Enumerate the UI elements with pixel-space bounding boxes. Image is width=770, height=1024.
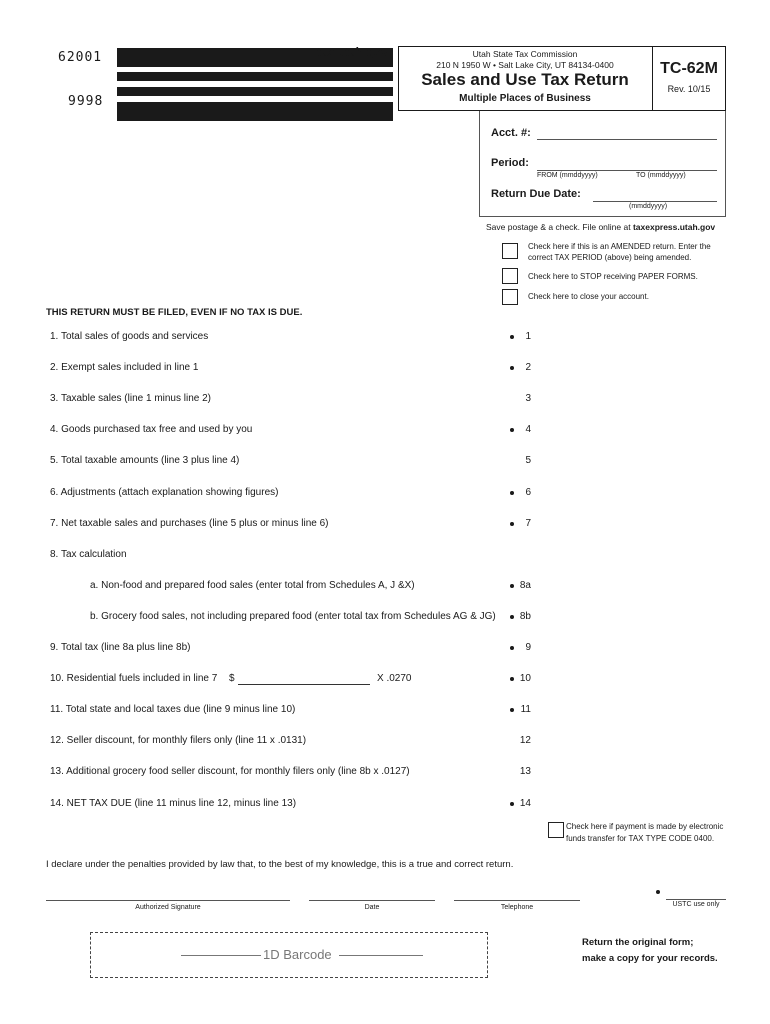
- line-number: 10: [519, 673, 531, 684]
- line-number: 11: [520, 704, 531, 715]
- line-amount-field[interactable]: [540, 729, 726, 751]
- must-file-heading: THIS RETURN MUST BE FILED, EVEN IF NO TAX IS DUE.: [46, 307, 303, 318]
- line-amount-field[interactable]: [540, 792, 726, 814]
- line-number: 13: [519, 766, 531, 777]
- required-bullet: [510, 708, 514, 712]
- eft-checkbox-label: Check here if payment is made by electronic funds transfer for TAX TYPE CODE 0400.: [566, 822, 724, 843]
- line-label: 9. Total tax (line 8a plus line 8b): [50, 642, 191, 653]
- form-subtitle: Multiple Places of Business: [459, 93, 591, 104]
- ustc-bullet: [656, 890, 660, 894]
- required-bullet: [510, 646, 514, 650]
- line-number: 1: [525, 331, 531, 342]
- required-bullet: [510, 615, 514, 619]
- due-date-hint: (mmddyyyy): [629, 203, 668, 210]
- account-box: [479, 111, 726, 217]
- redacted-bar-2: [117, 72, 393, 81]
- ustc-label: USTC use only: [672, 901, 720, 908]
- line-number: 3: [525, 393, 531, 404]
- barcode-rule-left: [181, 955, 261, 956]
- telephone-label: Telephone: [500, 904, 534, 911]
- line-number: 7: [525, 518, 531, 529]
- line-label: 14. NET TAX DUE (line 11 minus line 12, minus line 13): [50, 798, 297, 809]
- date-label: Date: [364, 904, 380, 911]
- title-box: [398, 46, 726, 111]
- line-number: 8b: [519, 611, 531, 622]
- footer-line-2: make a copy for your records.: [582, 953, 718, 964]
- fuel-amount-field[interactable]: [238, 684, 370, 685]
- line-amount-field[interactable]: [540, 418, 726, 440]
- period-label: Period:: [491, 157, 529, 169]
- required-bullet: [510, 428, 514, 432]
- line-label: 10. Residential fuels included in line 7: [50, 673, 218, 684]
- line-label: 13. Additional grocery food seller discount, for monthly filers only (line 8b x .0127): [50, 766, 410, 777]
- line-number: 5: [525, 455, 531, 466]
- required-bullet: [510, 677, 514, 681]
- line-label: 6. Adjustments (attach explanation showing figures): [50, 487, 279, 498]
- efile-link[interactable]: taxexpress.utah.gov: [632, 222, 716, 232]
- amended-checkbox-label: Check here if this is an AMENDED return. Enter the correct TAX PERIOD (above) being amended.: [528, 242, 711, 262]
- line-amount-field[interactable]: [540, 325, 726, 347]
- line-number: 14: [519, 798, 531, 809]
- signature-label: Authorized Signature: [135, 904, 201, 911]
- form-title: Sales and Use Tax Return: [421, 70, 629, 89]
- line-label: 12. Seller discount, for monthly filers only (line 11 x .0131): [50, 735, 307, 746]
- declaration-text: I declare under the penalties provided by law that, to the best of my knowledge, this is a true and correct return.: [46, 859, 514, 870]
- line-label: b. Grocery food sales, not including prepared food (enter total tax from Schedules AG & JG): [90, 611, 496, 622]
- fuel-dollar-sign: $: [229, 673, 235, 684]
- line-label: 1. Total sales of goods and services: [50, 331, 209, 342]
- line-label: 4. Goods purchased tax free and used by you: [50, 424, 253, 435]
- required-bullet: [510, 335, 514, 339]
- line-amount-field[interactable]: [540, 605, 726, 627]
- line-amount-field[interactable]: [540, 356, 726, 378]
- line-number: 12: [519, 735, 531, 746]
- line-amount-field[interactable]: [540, 387, 726, 409]
- period-field[interactable]: [537, 170, 717, 171]
- line-amount-field[interactable]: [540, 760, 726, 782]
- close-account-checkbox[interactable]: [502, 289, 518, 305]
- efile-note-text: Save postage & a check. File online at: [486, 222, 633, 232]
- line-number: 8a: [519, 580, 531, 591]
- agency-address: 210 N 1950 W • Salt Lake City, UT 84134-0400: [436, 60, 614, 70]
- agency-name: Utah State Tax Commission: [472, 49, 578, 59]
- line-label: 11. Total state and local taxes due (line 9 minus line 10): [50, 704, 296, 715]
- due-date-label: Return Due Date:: [491, 188, 581, 200]
- barcode-rule-right: [339, 955, 423, 956]
- line-amount-field[interactable]: [540, 574, 726, 596]
- footer-line-1: Return the original form;: [582, 937, 694, 948]
- form-code-top: 62001: [58, 50, 103, 65]
- from-hint: FROM (mmddyyyy): [537, 172, 598, 179]
- date-field[interactable]: [309, 900, 435, 901]
- line-amount-field[interactable]: [540, 512, 726, 534]
- amended-checkbox[interactable]: [502, 243, 518, 259]
- required-bullet: [510, 522, 514, 526]
- fuel-rate: X .0270: [377, 673, 412, 684]
- line-amount-field[interactable]: [540, 636, 726, 658]
- telephone-field[interactable]: [454, 900, 580, 901]
- required-bullet: [510, 366, 514, 370]
- required-bullet: [510, 584, 514, 588]
- barcode-label: 1D Barcode: [263, 947, 332, 962]
- redacted-bar-3: [117, 87, 393, 96]
- line-label: 2. Exempt sales included in line 1: [50, 362, 199, 373]
- line-amount-field[interactable]: [540, 698, 726, 720]
- redacted-bar-4: [117, 102, 393, 121]
- required-bullet: [510, 802, 514, 806]
- line-amount-field[interactable]: [540, 449, 726, 471]
- barcode-box: [90, 932, 488, 978]
- acct-label: Acct. #:: [491, 127, 531, 139]
- line-amount-field[interactable]: [540, 481, 726, 503]
- line-number: 6: [525, 487, 531, 498]
- form-code-bottom: 9998: [68, 94, 104, 109]
- line-label: 3. Taxable sales (line 1 minus line 2): [50, 393, 212, 404]
- ustc-field: [666, 899, 726, 900]
- stop-paper-checkbox-label: Check here to STOP receiving PAPER FORMS.: [528, 272, 698, 281]
- form-id: TC-62M: [660, 60, 718, 77]
- to-hint: TO (mmddyyyy): [636, 172, 686, 179]
- line-number: 9: [525, 642, 531, 653]
- line-label: 8. Tax calculation: [50, 549, 127, 560]
- signature-field[interactable]: [46, 900, 290, 901]
- website-label: tax.utah.gov: [317, 45, 388, 59]
- line-amount-field[interactable]: [540, 667, 726, 689]
- form-revision: Rev. 10/15: [667, 84, 711, 94]
- line-label: 7. Net taxable sales and purchases (line 5 plus or minus line 6): [50, 518, 329, 529]
- line-label: a. Non-food and prepared food sales (enter total from Schedules A, J &X): [90, 580, 415, 591]
- stop-paper-checkbox[interactable]: [502, 268, 518, 284]
- required-bullet: [510, 491, 514, 495]
- line-number: 2: [525, 362, 531, 373]
- eft-checkbox[interactable]: [548, 822, 564, 838]
- acct-field[interactable]: [537, 139, 717, 140]
- close-account-checkbox-label: Check here to close your account.: [528, 292, 649, 301]
- line-label: 5. Total taxable amounts (line 3 plus line 4): [50, 455, 240, 466]
- due-date-field[interactable]: [593, 201, 717, 202]
- efile-note: [486, 222, 715, 232]
- line-number: 4: [525, 424, 531, 435]
- title-divider: [652, 47, 653, 110]
